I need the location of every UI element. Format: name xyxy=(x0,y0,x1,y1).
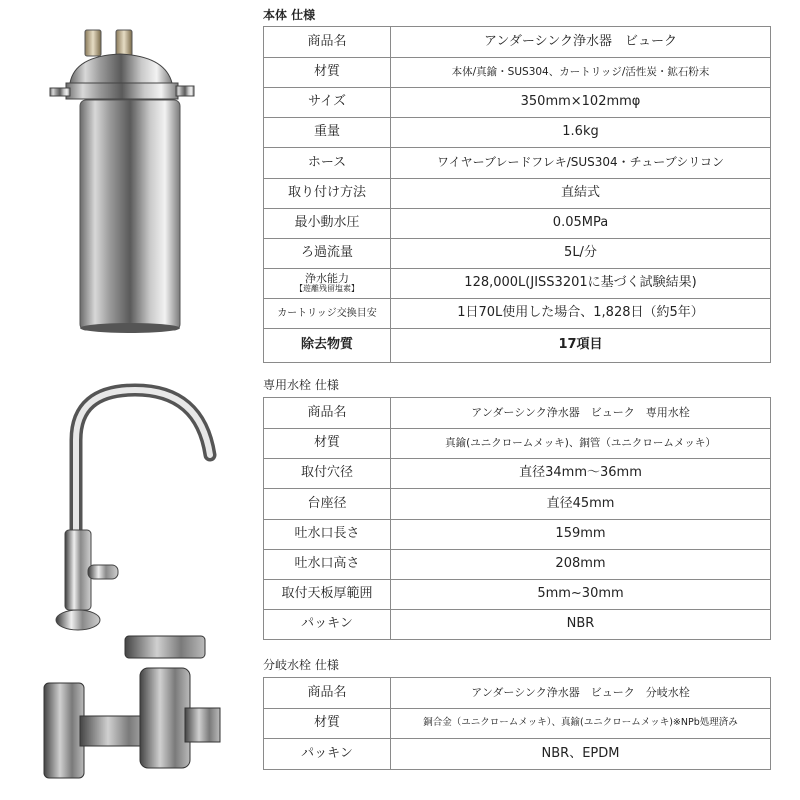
spec-label: 商品名 xyxy=(264,27,391,58)
spec-label: 取付穴径 xyxy=(264,459,391,489)
table-row xyxy=(264,678,771,709)
spec-value: 1.6kg xyxy=(391,118,771,148)
spec-value: アンダーシンク浄水器 ビューク 分岐水栓 xyxy=(391,678,771,709)
spec-value: 350mm×102mmφ xyxy=(391,88,771,118)
branch-valve-image xyxy=(30,628,240,788)
table-row xyxy=(264,299,771,329)
branch-valve-spec-title: 分岐水栓 仕様 xyxy=(263,658,339,672)
spec-label: 取付天板厚範囲 xyxy=(264,580,391,610)
spec-value: アンダーシンク浄水器 ビューク xyxy=(391,27,771,58)
spec-label: 浄水能力 xyxy=(305,272,349,286)
table-row xyxy=(264,58,771,88)
spec-label: 除去物質 xyxy=(264,329,391,363)
spec-label: 吐水口高さ xyxy=(264,550,391,580)
spec-value: 真鍮(ユニクロームメッキ)、銅管（ユニクロームメッキ） xyxy=(391,429,771,459)
main-unit-title: 本体 仕様 xyxy=(263,8,316,22)
spec-label: カートリッジ交換目安 xyxy=(264,299,391,329)
spec-value: 直径34mm～36mm xyxy=(391,459,771,489)
spec-value: 17項目 xyxy=(391,329,771,363)
table-row xyxy=(264,118,771,148)
spec-value: 128,000L(JISS3201に基づく試験結果) xyxy=(391,269,771,299)
spec-value: NBR xyxy=(391,610,771,640)
spec-value: 0.05MPa xyxy=(391,209,771,239)
water-filter-unit-image xyxy=(40,28,200,338)
spec-label: 材質 xyxy=(264,58,391,88)
spec-label: 吐水口長さ xyxy=(264,520,391,550)
table-row xyxy=(264,398,771,429)
table-row xyxy=(264,179,771,209)
main-unit-spec-table xyxy=(263,26,771,363)
table-row xyxy=(264,27,771,58)
spec-label: 商品名 xyxy=(264,678,391,709)
spec-value: 208mm xyxy=(391,550,771,580)
spec-label: パッキン xyxy=(264,610,391,640)
spec-value: アンダーシンク浄水器 ビューク 専用水栓 xyxy=(391,398,771,429)
spec-label: 取り付け方法 xyxy=(264,179,391,209)
table-row xyxy=(264,580,771,610)
spec-label: ホース xyxy=(264,148,391,179)
spec-label: 台座径 xyxy=(264,489,391,520)
table-row xyxy=(264,489,771,520)
table-row xyxy=(264,429,771,459)
spec-label: サイズ xyxy=(264,88,391,118)
spec-value: NBR、EPDM xyxy=(391,739,771,770)
table-row xyxy=(264,148,771,179)
spec-label-with-sub xyxy=(264,269,391,299)
table-row xyxy=(264,550,771,580)
faucet-image xyxy=(40,380,220,640)
spec-value: 5L/分 xyxy=(391,239,771,269)
spec-value: 本体/真鍮・SUS304、カートリッジ/活性炭・鉱石粉末 xyxy=(391,58,771,88)
spec-sublabel: 【遊離残留塩素】 xyxy=(295,284,359,294)
table-row xyxy=(264,709,771,739)
spec-label: ろ過流量 xyxy=(264,239,391,269)
branch-valve-spec-table xyxy=(263,677,771,770)
spec-label: 材質 xyxy=(264,429,391,459)
table-row xyxy=(264,239,771,269)
spec-value: 159mm xyxy=(391,520,771,550)
table-row xyxy=(264,269,771,299)
table-row xyxy=(264,520,771,550)
spec-value: 1日70L使用した場合、1,828日（約5年） xyxy=(391,299,771,329)
table-row xyxy=(264,209,771,239)
spec-label: パッキン xyxy=(264,739,391,770)
spec-label: 最小動水圧 xyxy=(264,209,391,239)
faucet-spec-title: 専用水栓 仕様 xyxy=(263,378,339,392)
table-row xyxy=(264,610,771,640)
table-row xyxy=(264,459,771,489)
table-row xyxy=(264,88,771,118)
spec-label: 重量 xyxy=(264,118,391,148)
spec-value: 直径45mm xyxy=(391,489,771,520)
faucet-spec-table xyxy=(263,397,771,640)
spec-label: 材質 xyxy=(264,709,391,739)
spec-value: 直結式 xyxy=(391,179,771,209)
table-row xyxy=(264,739,771,770)
spec-value: 5mm~30mm xyxy=(391,580,771,610)
table-row xyxy=(264,329,771,363)
spec-label: 商品名 xyxy=(264,398,391,429)
spec-value: ワイヤーブレードフレキ/SUS304・チューブシリコン xyxy=(391,148,771,179)
spec-value: 銅合金（ユニクロームメッキ）、真鍮(ユニクロームメッキ)※NPb処理済み xyxy=(391,709,771,739)
